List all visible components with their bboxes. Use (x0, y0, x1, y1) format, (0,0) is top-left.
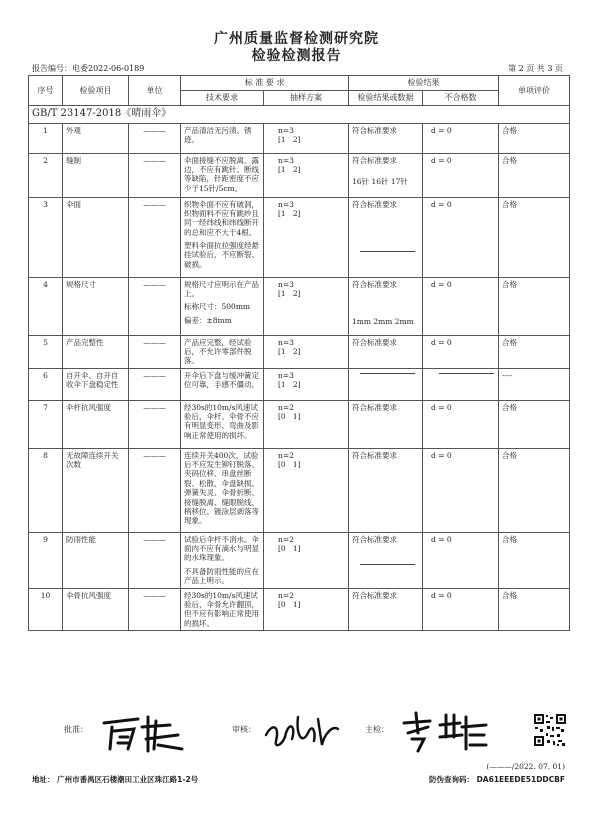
result-text: 符合标准要求 (352, 155, 398, 165)
row-number: 6 (29, 368, 63, 400)
row-item: 外观 (63, 123, 129, 153)
approve-label: 批准： (64, 725, 88, 734)
row-requirement (181, 400, 264, 448)
requirement-subtext: 偏差：±8mm (184, 315, 232, 325)
row-sampling: n=2 [0 1] (264, 532, 349, 588)
requirement-text: 经30s的10m/s风速试验后，伞骨允许翻顶，但不应有影响正常使用的损坏。 (184, 590, 259, 628)
header-sampling: 抽样方案 (264, 91, 349, 106)
row-item: 防雨性能 (63, 532, 129, 588)
result-text: 符合标准要求 (352, 402, 398, 412)
table-row (29, 532, 570, 588)
result-text: 符合标准要求 (352, 534, 398, 544)
row-evaluation: 合格 (499, 197, 570, 277)
row-sampling: n=3 [1 2] (264, 368, 349, 400)
table-row (29, 400, 570, 448)
row-requirement (181, 197, 264, 277)
row-requirement (181, 335, 264, 368)
row-sampling: n=2 [0 1] (264, 448, 349, 532)
result-text: 符合标准要求 (352, 450, 398, 460)
main-inspector-signature (400, 705, 490, 755)
row-nonconform: d = 0 (423, 588, 499, 631)
main-inspector-label: 主检： (365, 725, 389, 734)
requirement-text: 开伞后下盘与缓冲簧定位可靠，手感不僵动。 (184, 370, 259, 389)
approve-signature (98, 705, 188, 755)
requirement-text: 织物伞面不应有破洞，织物面料不应有跳纱且同一经纬线和纬线断开的总和应不大于4根。 (184, 199, 259, 237)
row-evaluation: 合格 (499, 532, 570, 588)
row-result (349, 588, 423, 631)
header-std-req: 标 准 要 求 (181, 76, 349, 91)
row-requirement (181, 448, 264, 532)
requirement-subtext: 不具备防雨性能的应在产品上明示。 (184, 566, 259, 586)
row-number: 3 (29, 197, 63, 277)
row-requirement (181, 588, 264, 631)
requirement-text: 产品应完整，经试验后，不允许零部件脱落。 (184, 337, 252, 366)
row-sampling: n=3 [1 2] (264, 123, 349, 153)
row-requirement (181, 277, 264, 335)
row-evaluation: 合格 (499, 335, 570, 368)
row-number: 4 (29, 277, 63, 335)
requirement-subtext: 标称尺寸：500mm (184, 302, 251, 312)
footer-address: 地址： 广州市番禺区石楼潮田工业区珠江路1-2号 (32, 775, 199, 784)
header-tech-req: 技术要求 (181, 91, 264, 106)
result-text: 符合标准要求 (352, 590, 398, 600)
row-nonconform: d = 0 (423, 277, 499, 335)
result-measurements: 16针 16针 17针 (352, 176, 408, 186)
row-result (349, 335, 423, 368)
row-sampling: n=3 [1 2] (264, 335, 349, 368)
empty-nonconform-line (439, 373, 494, 374)
report-number: 报告编号：电委2022-06-0189 (32, 64, 145, 73)
row-result (349, 368, 423, 400)
row-sampling: n=3 [1 2] (264, 197, 349, 277)
row-result (349, 532, 423, 588)
row-nonconform (423, 368, 499, 400)
row-nonconform: d = 0 (423, 532, 499, 588)
row-requirement (181, 368, 264, 400)
org-name: 广州质量监督检测研究院 (214, 31, 379, 47)
row-number: 8 (29, 448, 63, 532)
requirement-subtext: 塑料伞面抗拉强度经悬挂试验后，不应断裂、破损。 (184, 241, 259, 269)
result-text: 符合标准要求 (352, 337, 398, 347)
standard-name: GB/T 23147-2018《晴雨伞》 (29, 106, 570, 124)
row-unit: ——— (129, 335, 181, 368)
review-label: 审核： (232, 725, 256, 734)
row-evaluation: 合格 (499, 123, 570, 153)
row-nonconform: d = 0 (423, 448, 499, 532)
report-date: (———/2022. 07. 01) (486, 762, 565, 771)
qr-code-icon (533, 713, 567, 747)
row-evaluation: 合格 (499, 277, 570, 335)
row-item: 自开伞、自开自收伞下盘稳定性 (63, 368, 129, 400)
row-item: 伞骨抗风强度 (63, 588, 129, 631)
row-result (349, 277, 423, 335)
table-row (29, 153, 570, 197)
row-nonconform: d = 0 (423, 197, 499, 277)
table-row (29, 368, 570, 400)
row-result (349, 153, 423, 197)
table-row (29, 197, 570, 277)
row-unit: ——— (129, 368, 181, 400)
row-result (349, 197, 423, 277)
header-unit: 单位 (129, 76, 181, 106)
report-table (28, 75, 570, 631)
result-text: 符合标准要求 (352, 279, 398, 289)
requirement-text: 连续开关400次，试验后不应发生铆钉脱落、夹码位移、串盘丝断裂、松散、伞盘缺损、弹簧失灵、伞骨折断、接缝脱离、缝眼脱线、柄移位、镀涂层剥落等现象。 (184, 450, 259, 526)
row-evaluation: ---- (499, 368, 570, 400)
row-sampling: n=3 [1 2] (264, 277, 349, 335)
row-unit: ——— (129, 277, 181, 335)
table-row (29, 335, 570, 368)
row-item: 规格尺寸 (63, 277, 129, 335)
row-result (349, 448, 423, 532)
row-nonconform: d = 0 (423, 335, 499, 368)
table-row (29, 277, 570, 335)
row-number: 9 (29, 532, 63, 588)
row-requirement (181, 153, 264, 197)
header-seq: 序号 (29, 76, 63, 106)
row-number: 1 (29, 123, 63, 153)
row-number: 7 (29, 400, 63, 448)
row-item: 无故障连续开关次数 (63, 448, 129, 532)
row-item: 伞杆抗风强度 (63, 400, 129, 448)
row-evaluation: 合格 (499, 153, 570, 197)
row-number: 5 (29, 335, 63, 368)
header-evaluation: 单项评价 (499, 76, 570, 106)
row-requirement (181, 123, 264, 153)
requirement-text: 规格尺寸应明示在产品上。 (184, 279, 259, 298)
row-unit: ——— (129, 532, 181, 588)
row-unit: ——— (129, 400, 181, 448)
table-row (29, 448, 570, 532)
row-number: 2 (29, 153, 63, 197)
table-row (29, 123, 570, 153)
requirement-text: 试验后伞杆不消水。伞面内不应有滴水与明显的水珠现象。 (184, 534, 259, 563)
row-nonconform: d = 0 (423, 153, 499, 197)
row-nonconform: d = 0 (423, 400, 499, 448)
header-inspect-result: 检验结果 (349, 76, 499, 91)
row-sampling: n=3 [1 2] (264, 153, 349, 197)
result-text: 符合标准要求 (352, 125, 398, 135)
row-result (349, 400, 423, 448)
row-evaluation: 合格 (499, 448, 570, 532)
header-nonconform: 不合格数 (423, 91, 499, 106)
row-unit: ——— (129, 588, 181, 631)
row-item: 伞面 (63, 197, 129, 277)
page-info: 第 2 页 共 3 页 (508, 64, 563, 73)
header-result-data: 检验结果或数据 (349, 91, 423, 106)
review-signature (262, 705, 342, 755)
row-sampling: n=2 [0 1] (264, 588, 349, 631)
empty-result-line (360, 251, 415, 252)
result-measurements: 1mm 2mm 2mm (352, 316, 414, 326)
row-result (349, 123, 423, 153)
row-evaluation: 合格 (499, 400, 570, 448)
footer-anti-fake-code: 防伪查询码： DA61EEEDE51DDCBF (428, 775, 565, 784)
row-evaluation: 合格 (499, 588, 570, 631)
row-unit: ——— (129, 123, 181, 153)
row-nonconform: d = 0 (423, 123, 499, 153)
requirement-text: 产品清洁无污渍、锈迹。 (184, 125, 252, 144)
requirement-text: 经30s的10m/s风速试验后，伞杆、伞骨不应有明显变形、弯曲及影响正常使用的损坏。 (184, 402, 259, 440)
requirement-text: 伞面接缝不应脱离、露边，不应有跳针、断线等缺陷，针距密度不应少于15针/5cm。 (184, 155, 259, 193)
empty-result-line (360, 373, 415, 374)
result-text: 符合标准要求 (352, 199, 398, 209)
row-number: 10 (29, 588, 63, 631)
row-unit: ——— (129, 448, 181, 532)
row-item: 产品完整性 (63, 335, 129, 368)
table-row (29, 588, 570, 631)
row-unit: ——— (129, 153, 181, 197)
report-title: 检验检测报告 (251, 48, 342, 64)
row-unit: ——— (129, 197, 181, 277)
row-item: 缝制 (63, 153, 129, 197)
row-requirement (181, 532, 264, 588)
row-sampling: n=2 [0 1] (264, 400, 349, 448)
empty-result-line (360, 564, 415, 565)
header-item: 检验项目 (63, 76, 129, 106)
